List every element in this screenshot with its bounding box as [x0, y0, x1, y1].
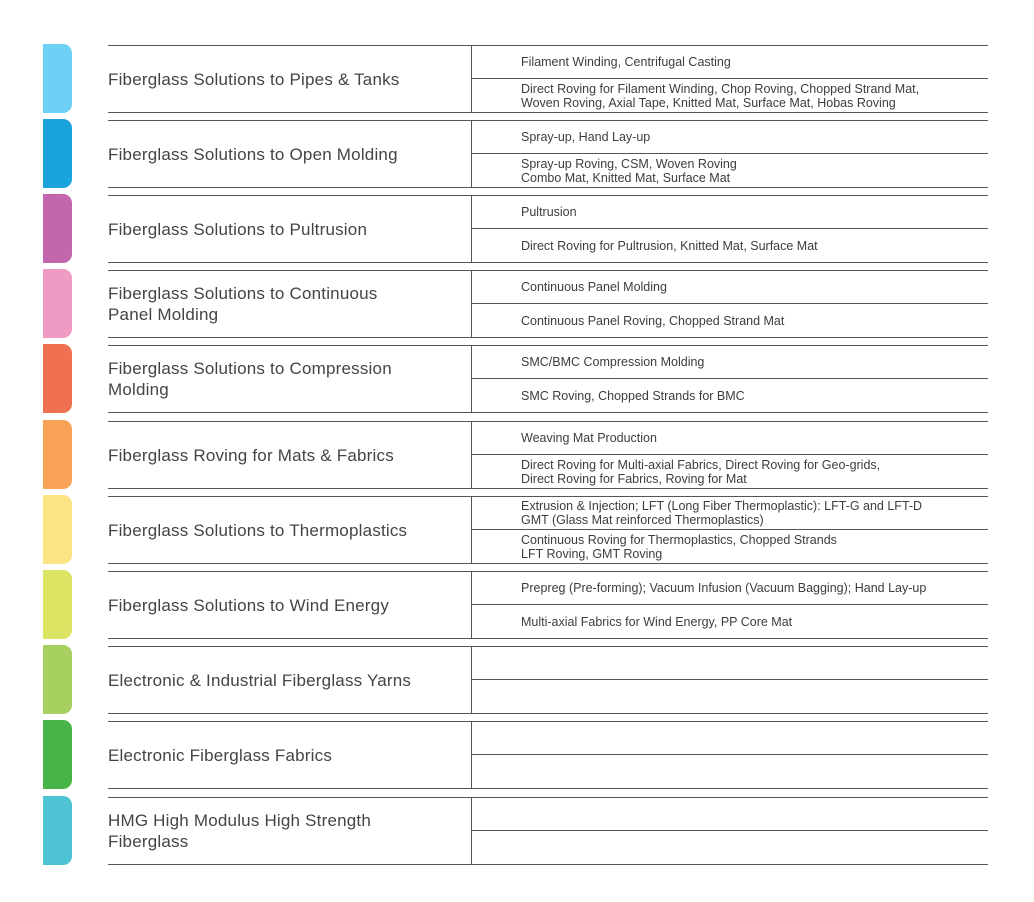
- section-block: [108, 721, 988, 789]
- process-text: Extrusion & Injection; LFT (Long Fiber Thermoplastic): LFT-G and LFT-D GMT (Glass Mat reinforced Thermoplastics): [521, 499, 923, 527]
- section-block: [108, 797, 988, 865]
- process-cell: [472, 46, 988, 79]
- process-cell: [472, 798, 988, 831]
- products-text: Direct Roving for Multi-axial Fabrics, Direct Roving for Geo-grids, Direct Roving for Fabrics, Roving for Mat: [521, 457, 881, 486]
- section-title-text: Fiberglass Solutions to Open Molding: [108, 144, 398, 164]
- process-cell: [472, 346, 988, 379]
- section-title: [108, 121, 471, 187]
- process-cell: [472, 121, 988, 154]
- products-text: Continuous Roving for Thermoplastics, Chopped Strands LFT Roving, GMT Roving: [521, 532, 837, 561]
- process-text: SMC/BMC Compression Molding: [521, 355, 705, 369]
- section-color-tab: [43, 44, 72, 113]
- section-block: [108, 571, 988, 639]
- section-color-tab: [43, 269, 72, 338]
- products-cell: [472, 755, 988, 788]
- section-title-text: Fiberglass Solutions to Pipes & Tanks: [108, 69, 400, 89]
- section-color-tab: [43, 645, 72, 714]
- products-cell: [472, 79, 988, 112]
- section-block: [108, 120, 988, 188]
- section-title: [108, 647, 471, 713]
- section-title: [108, 271, 471, 337]
- section-title-text: HMG High Modulus High Strength Fiberglass: [108, 811, 372, 851]
- products-text: Continuous Panel Roving, Chopped Strand Mat: [521, 313, 785, 328]
- section-title-text: Electronic & Industrial Fiberglass Yarns: [108, 670, 412, 690]
- section-block: [108, 646, 988, 714]
- section-color-tab: [43, 495, 72, 564]
- process-text: Prepreg (Pre-forming); Vacuum Infusion (Vacuum Bagging); Hand Lay-up: [521, 581, 927, 595]
- section-title: [108, 46, 471, 112]
- process-text: Continuous Panel Molding: [521, 280, 667, 294]
- products-text: Direct Roving for Pultrusion, Knitted Mat, Surface Mat: [521, 238, 818, 253]
- section-title-text: Fiberglass Solutions to Wind Energy: [108, 595, 390, 615]
- section-title-text: Fiberglass Solutions to Compression Molding: [108, 359, 392, 399]
- section-title-text: Fiberglass Solutions to Pultrusion: [108, 219, 368, 239]
- section-title: [108, 422, 471, 488]
- section-title-text: Fiberglass Roving for Mats & Fabrics: [108, 445, 394, 465]
- products-cell: [472, 530, 988, 563]
- section-block: [108, 421, 988, 489]
- section-title-text: Fiberglass Solutions to Thermoplastics: [108, 520, 408, 540]
- products-cell: [472, 304, 988, 337]
- products-cell: [472, 379, 988, 412]
- section-title-text: Electronic Fiberglass Fabrics: [108, 745, 333, 765]
- application-table: [108, 0, 988, 902]
- products-text: SMC Roving, Chopped Strands for BMC: [521, 388, 745, 403]
- process-text: Weaving Mat Production: [521, 431, 657, 445]
- section-block: [108, 45, 988, 113]
- section-title: [108, 497, 471, 563]
- process-cell: [472, 196, 988, 229]
- section-title: [108, 572, 471, 638]
- section-title: [108, 722, 471, 788]
- process-text: Spray-up, Hand Lay-up: [521, 130, 651, 144]
- products-text: Spray-up Roving, CSM, Woven Roving Combo Mat, Knitted Mat, Surface Mat: [521, 156, 737, 185]
- process-cell: [472, 722, 988, 755]
- section-title-text: Fiberglass Solutions to Continuous Panel Molding: [108, 284, 378, 324]
- section-color-tab: [43, 570, 72, 639]
- process-cell: [472, 422, 988, 455]
- section-title: [108, 346, 471, 412]
- color-tab-strip: [0, 0, 80, 902]
- products-text: Direct Roving for Filament Winding, Chop Roving, Chopped Strand Mat, Woven Roving, Axial Tape, Knitted Mat, Surface Mat, Hobas Roving: [521, 81, 920, 110]
- products-cell: [472, 605, 988, 638]
- section-block: [108, 270, 988, 338]
- section-color-tab: [43, 344, 72, 413]
- products-cell: [472, 455, 988, 488]
- section-block: [108, 496, 988, 564]
- process-text: Pultrusion: [521, 205, 577, 219]
- process-text: Filament Winding, Centrifugal Casting: [521, 55, 731, 69]
- section-block: [108, 345, 988, 413]
- products-cell: [472, 680, 988, 713]
- products-text: Multi-axial Fabrics for Wind Energy, PP Core Mat: [521, 614, 793, 629]
- section-color-tab: [43, 720, 72, 789]
- section-color-tab: [43, 420, 72, 489]
- process-cell: [472, 647, 988, 680]
- process-cell: [472, 497, 988, 530]
- products-cell: [472, 229, 988, 262]
- process-cell: [472, 572, 988, 605]
- products-cell: [472, 831, 988, 864]
- section-color-tab: [43, 194, 72, 263]
- section-title: [108, 196, 471, 262]
- section-color-tab: [43, 796, 72, 865]
- process-cell: [472, 271, 988, 304]
- section-color-tab: [43, 119, 72, 188]
- products-cell: [472, 154, 988, 187]
- section-block: [108, 195, 988, 263]
- section-title: [108, 798, 471, 864]
